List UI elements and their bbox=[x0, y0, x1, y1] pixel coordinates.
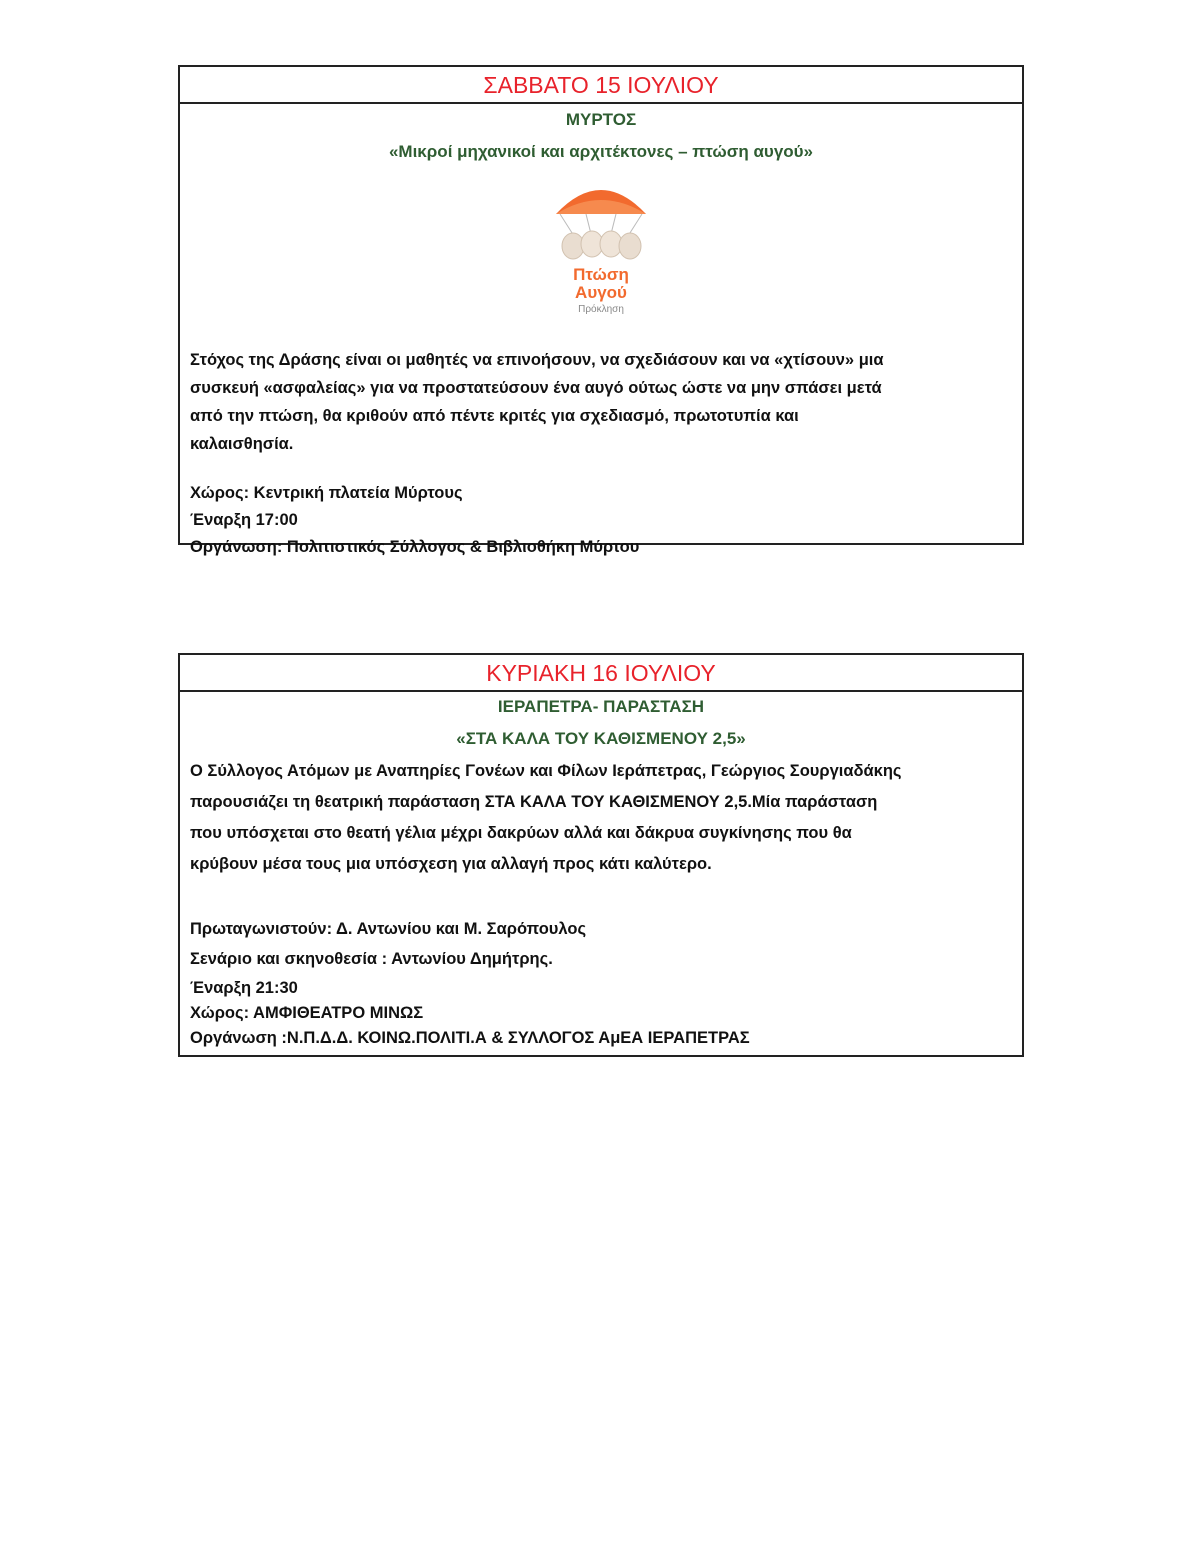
description-line: Ο Σύλλογος Ατόμων με Αναπηρίες Γονέων και Φίλων Ιεράπετρας, Γεώργιος Σουργιαδάκης bbox=[190, 762, 902, 780]
event-organizer: Οργάνωση :Ν.Π.Δ.Δ. ΚΟΙΝΩ.ΠΟΛΙΤΙ.Α & ΣΥΛΛΟΓΟΣ ΑμΕΑ ΙΕΡΑΠΕΤΡΑΣ bbox=[190, 1029, 750, 1047]
event-title: «ΣΤΑ ΚΑΛΑ ΤΟΥ ΚΑΘΙΣΜΕΝΟΥ 2,5» bbox=[456, 729, 746, 748]
event-box-saturday bbox=[178, 65, 1024, 556]
event-venue: Χώρος: Κεντρική πλατεία Μύρτους bbox=[190, 484, 463, 502]
event-location: ΜΥΡΤΟΣ bbox=[565, 110, 637, 129]
egg-drop-parachute-logo bbox=[546, 174, 656, 324]
event-organizer: Οργάνωση: Πολιτιστικός Σύλλογος & Βιβλιοθήκη Μύρτου bbox=[190, 538, 640, 556]
description-line: καλαισθησία. bbox=[190, 435, 294, 453]
logo-text-line1: Πτώση bbox=[573, 265, 629, 284]
event-location: ΙΕΡΑΠΕΤΡΑ- ΠΑΡΑΣΤΑΣΗ bbox=[497, 697, 705, 716]
description-line: που υπόσχεται στο θεατή γέλια μέχρι δακρύων αλλά και δάκρυα συγκίνησης που θα bbox=[190, 824, 852, 842]
event-direction: Σενάριο και σκηνοθεσία : Αντωνίου Δημήτρης. bbox=[190, 950, 553, 968]
description-line: Στόχος της Δράσης είναι οι μαθητές να επινοήσουν, να σχεδιάσουν και να «χτίσουν» μια bbox=[190, 351, 884, 369]
logo-text-line3: Πρόκληση bbox=[578, 304, 624, 315]
event-start-time: Έναρξη 21:30 bbox=[190, 979, 298, 997]
event-description bbox=[180, 346, 1022, 458]
description-line: κρύβουν μέσα τους μια υπόσχεση για αλλαγή προς κάτι καλύτερο. bbox=[190, 855, 712, 873]
event-details bbox=[180, 480, 1022, 561]
event-venue: Χώρος: ΑΜΦΙΘΕΑΤΡΟ ΜΙΝΩΣ bbox=[190, 1004, 424, 1022]
description-line: συσκευή «ασφαλείας» για να προστατεύσουν ένα αυγό ούτως ώστε να μην σπάσει μετά bbox=[190, 379, 882, 397]
event-description bbox=[180, 756, 1022, 880]
description-line: παρουσιάζει τη θεατρική παράσταση ΣΤΑ ΚΑΛΑ ΤΟΥ ΚΑΘΙΣΜΕΝΟΥ 2,5.Μία παράσταση bbox=[190, 793, 878, 811]
event-cast: Πρωταγωνιστούν: Δ. Αντωνίου και Μ. Σαρόπουλος bbox=[190, 920, 587, 938]
event-date-heading: ΣΑΒΒΑΤΟ 15 ΙΟΥΛΙΟΥ bbox=[180, 67, 1022, 104]
event-date-heading: ΚΥΡΙΑΚΗ 16 ΙΟΥΛΙΟΥ bbox=[180, 655, 1022, 692]
event-start-time: Έναρξη 17:00 bbox=[190, 511, 298, 529]
logo-text-line2: Αυγού bbox=[575, 283, 627, 302]
description-line: από την πτώση, θα κριθούν από πέντε κριτές για σχεδιασμό, πρωτοτυπία και bbox=[190, 407, 799, 425]
event-title: «Μικροί μηχανικοί και αρχιτέκτονες – πτώση αυγού» bbox=[388, 142, 814, 161]
event-details bbox=[180, 914, 1022, 974]
event-box-sunday bbox=[178, 653, 1024, 1057]
event-details-2 bbox=[180, 976, 1022, 1051]
